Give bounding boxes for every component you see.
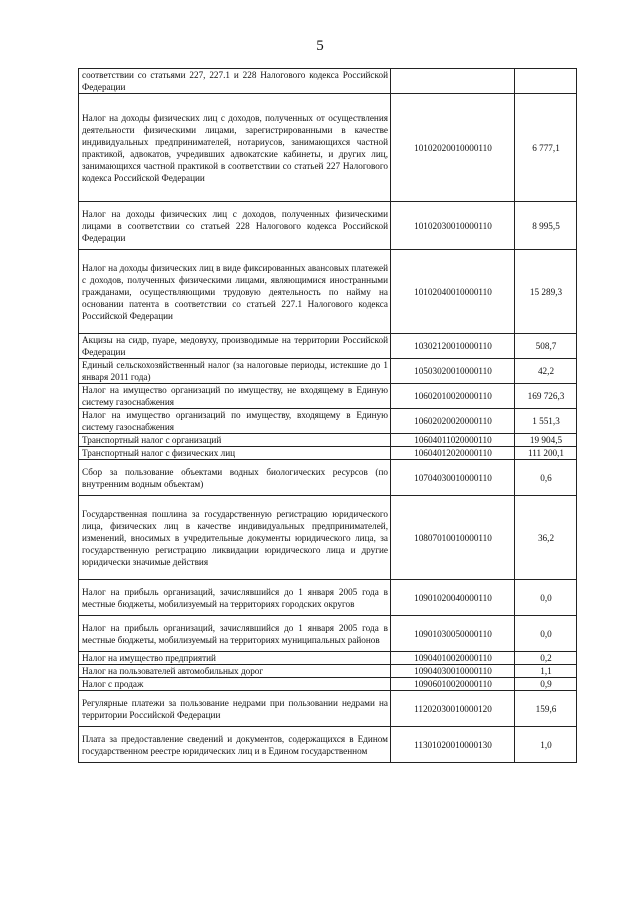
row-code: 10901020040000110 xyxy=(391,580,515,616)
row-code: 11301020010000130 xyxy=(391,727,515,763)
table-row xyxy=(79,250,577,334)
table-row xyxy=(79,496,577,580)
table-row xyxy=(79,460,577,496)
table-row xyxy=(79,727,577,763)
row-amount: 6 777,1 xyxy=(515,94,577,202)
row-code: 10906010020000110 xyxy=(391,678,515,691)
row-name: Плата за предоставление сведений и документов, содержащихся в Едином государственном реестре юридических лиц и в Едином государственном xyxy=(79,727,391,763)
row-name: Налог на пользователей автомобильных дорог xyxy=(79,665,391,678)
page-number: 5 xyxy=(316,38,324,54)
table-row xyxy=(79,334,577,359)
row-name: Налог на имущество организаций по имуществу, входящему в Единую систему газоснабжения xyxy=(79,409,391,434)
row-amount: 0,0 xyxy=(515,580,577,616)
row-code: 10904010020000110 xyxy=(391,652,515,665)
row-name: Транспортный налог с физических лиц xyxy=(79,447,391,460)
row-code: 10604011020000110 xyxy=(391,434,515,447)
revenue-table xyxy=(78,68,577,763)
table-row xyxy=(79,580,577,616)
table-row xyxy=(79,665,577,678)
row-amount: 159,6 xyxy=(515,691,577,727)
row-amount: 0,0 xyxy=(515,616,577,652)
row-amount: 508,7 xyxy=(515,334,577,359)
row-name: Налог на доходы физических лиц с доходов, полученных физическими лицами в соответствии со статьей 228 Налогового кодекса Российской Федерации xyxy=(79,202,391,250)
table-row xyxy=(79,359,577,384)
row-amount: 111 200,1 xyxy=(515,447,577,460)
row-amount xyxy=(515,69,577,94)
row-amount: 0,9 xyxy=(515,678,577,691)
row-name: Акцизы на сидр, пуаре, медовуху, производимые на территории Российской Федерации xyxy=(79,334,391,359)
row-name: Регулярные платежи за пользование недрами при пользовании недрами на территории Российской Федерации xyxy=(79,691,391,727)
row-code: 11202030010000120 xyxy=(391,691,515,727)
table-row xyxy=(79,434,577,447)
row-name: Государственная пошлина за государственную регистрацию юридического лица, физических лиц в качестве индивидуальных предпринимателей, изменений, вносимых в учредительные документы юридического лица, за государственную регистрацию ликвидации юридического лица и другие юридически значимые действия xyxy=(79,496,391,580)
row-code: 10901030050000110 xyxy=(391,616,515,652)
row-amount: 15 289,3 xyxy=(515,250,577,334)
row-amount: 19 904,5 xyxy=(515,434,577,447)
row-amount: 1 551,3 xyxy=(515,409,577,434)
row-name: Налог на доходы физических лиц с доходов, полученных от осуществления деятельности физическими лицами, зарегистрированными в качестве индивидуальных предпринимателей, нотариусов, занимающихся частной практикой, адвокатов, учредивших адвокатские кабинеты, и других лиц, занимающихся частной практикой в соответствии со статьей 227 Налогового кодекса Российской Федерации xyxy=(79,94,391,202)
table-row xyxy=(79,652,577,665)
row-amount: 42,2 xyxy=(515,359,577,384)
row-code: 10602010020000110 xyxy=(391,384,515,409)
row-name: Налог с продаж xyxy=(79,678,391,691)
table-row xyxy=(79,94,577,202)
table-row xyxy=(79,69,577,94)
row-code: 10602020020000110 xyxy=(391,409,515,434)
row-code: 10102030010000110 xyxy=(391,202,515,250)
row-name: Налог на доходы физических лиц в виде фиксированных авансовых платежей с доходов, полученных физическими лицами, являющимися иностранными гражданами, осуществляющими трудовую деятельность по найму на основании патента в соответствии со статьей 227.1 Налогового кодекса Российской Федерации xyxy=(79,250,391,334)
table-row xyxy=(79,447,577,460)
row-code: 10302120010000110 xyxy=(391,334,515,359)
row-code xyxy=(391,69,515,94)
table-row xyxy=(79,202,577,250)
row-amount: 1,0 xyxy=(515,727,577,763)
table-row xyxy=(79,691,577,727)
row-name: Налог на прибыль организаций, зачислявшийся до 1 января 2005 года в местные бюджеты, мобилизуемый на территориях муниципальных районов xyxy=(79,616,391,652)
row-code: 10102020010000110 xyxy=(391,94,515,202)
row-name: Налог на имущество предприятий xyxy=(79,652,391,665)
table-row xyxy=(79,384,577,409)
table-row xyxy=(79,678,577,691)
row-code: 10604012020000110 xyxy=(391,447,515,460)
row-name: Транспортный налог с организаций xyxy=(79,434,391,447)
row-amount: 0,2 xyxy=(515,652,577,665)
row-name: Налог на прибыль организаций, зачислявшийся до 1 января 2005 года в местные бюджеты, мобилизуемый на территориях городских округов xyxy=(79,580,391,616)
row-amount: 0,6 xyxy=(515,460,577,496)
row-code: 10807010010000110 xyxy=(391,496,515,580)
row-name: соответствии со статьями 227, 227.1 и 228 Налогового кодекса Российской Федерации xyxy=(79,69,391,94)
table-row xyxy=(79,616,577,652)
row-code: 10102040010000110 xyxy=(391,250,515,334)
row-code: 10503020010000110 xyxy=(391,359,515,384)
row-amount: 8 995,5 xyxy=(515,202,577,250)
row-code: 10704030010000110 xyxy=(391,460,515,496)
row-name: Налог на имущество организаций по имуществу, не входящему в Единую систему газоснабжения xyxy=(79,384,391,409)
row-amount: 169 726,3 xyxy=(515,384,577,409)
row-name: Сбор за пользование объектами водных биологических ресурсов (по внутренним водным объектам) xyxy=(79,460,391,496)
table-row xyxy=(79,409,577,434)
row-amount: 36,2 xyxy=(515,496,577,580)
row-amount: 1,1 xyxy=(515,665,577,678)
row-name: Единый сельскохозяйственный налог (за налоговые периоды, истекшие до 1 января 2011 года) xyxy=(79,359,391,384)
row-code: 10904030010000110 xyxy=(391,665,515,678)
